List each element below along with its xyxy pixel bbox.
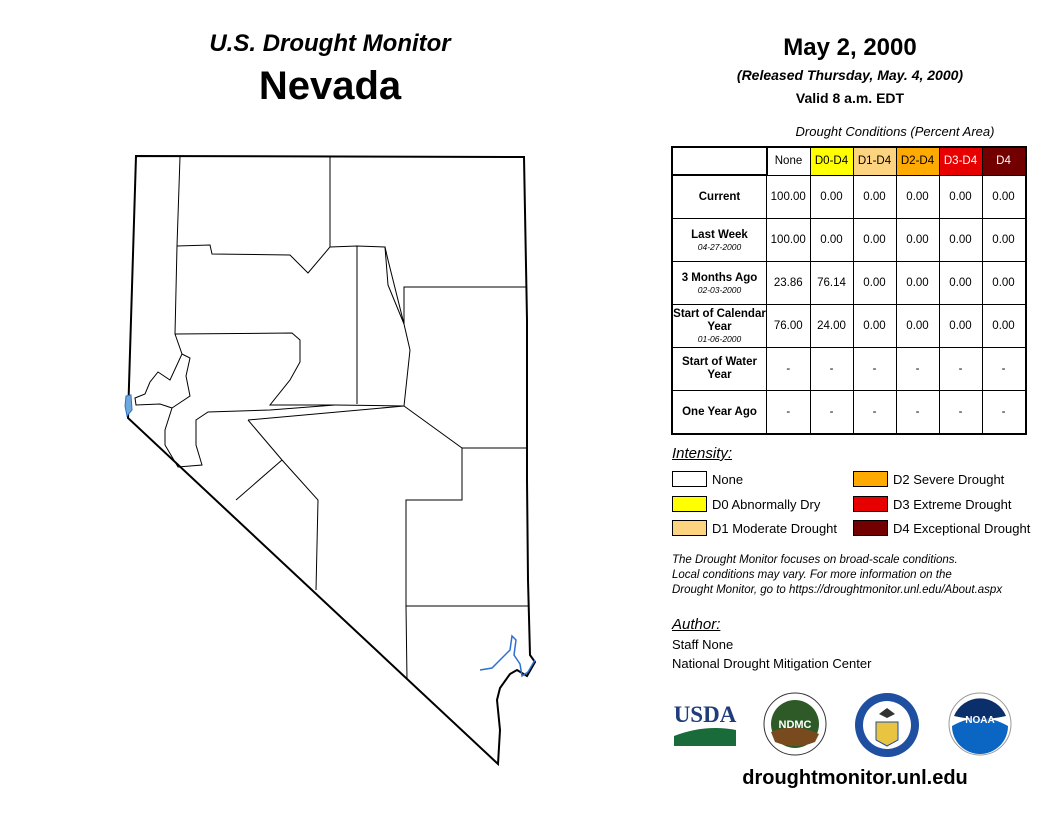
map-subtitle: U.S. Drought Monitor <box>209 30 451 57</box>
table-cell: 0.00 <box>982 219 1026 262</box>
row-label-text: 3 Months Ago <box>681 271 758 284</box>
table-cell: - <box>810 391 853 435</box>
table-caption: Drought Conditions (Percent Area) <box>795 124 995 139</box>
disclaimer-note <box>672 553 1032 598</box>
table-header-row <box>672 147 1026 175</box>
table-cell: 0.00 <box>896 219 939 262</box>
note-line-3: Drought Monitor, go to https://droughtmonitor.unl.edu/About.aspx <box>672 584 1003 596</box>
usda-logo <box>672 700 738 748</box>
row-label-date: 01-06-2000 <box>697 334 742 344</box>
table-row <box>672 219 1026 262</box>
state-title: Nevada <box>258 64 402 108</box>
table-cell: 0.00 <box>853 175 896 219</box>
header-d2-d4: D2-D4 <box>896 147 939 175</box>
table-row <box>672 262 1026 305</box>
table-cell: 0.00 <box>939 219 982 262</box>
table-row <box>672 305 1026 348</box>
table-cell: 0.00 <box>982 262 1026 305</box>
legend-item <box>853 520 1030 536</box>
table-cell: 76.00 <box>767 305 811 348</box>
table-cell: 76.14 <box>810 262 853 305</box>
table-cell: 0.00 <box>853 262 896 305</box>
map-date: May 2, 2000 <box>783 34 917 61</box>
row-label-text: Start of Water Year <box>682 356 757 381</box>
header-d4: D4 <box>982 147 1026 175</box>
row-label <box>672 348 767 391</box>
noaa-logo <box>948 692 1012 756</box>
table-cell: 0.00 <box>896 305 939 348</box>
row-label <box>672 219 767 262</box>
table-cell: 100.00 <box>767 219 811 262</box>
table-cell: 23.86 <box>767 262 811 305</box>
drought-conditions-table <box>671 146 1027 435</box>
row-label <box>672 305 767 348</box>
table-cell: - <box>982 348 1026 391</box>
release-date: (Released Thursday, May. 4, 2000) <box>736 67 964 83</box>
row-label <box>672 391 767 435</box>
header-d1-d4: D1-D4 <box>853 147 896 175</box>
table-cell: - <box>810 348 853 391</box>
usda-logo-text: USDA <box>673 702 737 727</box>
table-cell: 100.00 <box>767 175 811 219</box>
legend-swatch <box>672 520 707 536</box>
table-cell: 0.00 <box>982 305 1026 348</box>
noaa-logo-text: NOAA <box>965 715 995 726</box>
legend-swatch <box>853 496 888 512</box>
table-row <box>672 348 1026 391</box>
row-label-date: 02-03-2000 <box>697 284 742 295</box>
table-cell: 0.00 <box>896 262 939 305</box>
table-cell: - <box>939 348 982 391</box>
header-d3-d4: D3-D4 <box>939 147 982 175</box>
header-blank-cell <box>672 147 767 175</box>
author-title: Author: <box>672 616 721 633</box>
row-label-text: Start of Calendar Year <box>673 308 766 333</box>
table-cell: 24.00 <box>810 305 853 348</box>
legend-item <box>853 471 1004 487</box>
legend-label: D0 Abnormally Dry <box>712 496 821 512</box>
table-cell: 0.00 <box>853 219 896 262</box>
legend-item <box>672 471 743 487</box>
author-name: Staff None <box>672 637 734 652</box>
table-cell: 0.00 <box>939 305 982 348</box>
table-cell: 0.00 <box>853 305 896 348</box>
legend-swatch <box>672 471 707 487</box>
table-cell: 0.00 <box>810 219 853 262</box>
row-label-date: 04-27-2000 <box>697 241 742 252</box>
header-d0-d4: D0-D4 <box>810 147 853 175</box>
table-cell: - <box>767 348 811 391</box>
author-organization: National Drought Mitigation Center <box>672 656 872 671</box>
table-cell: - <box>939 391 982 435</box>
table-cell: - <box>896 391 939 435</box>
legend-item <box>672 520 837 536</box>
table-cell: - <box>853 348 896 391</box>
legend-label: D1 Moderate Drought <box>712 520 838 536</box>
table-cell: 0.00 <box>982 175 1026 219</box>
row-label <box>672 175 767 219</box>
ndmc-logo-text: NDMC <box>778 719 812 731</box>
row-label-text: Current <box>698 190 741 203</box>
table-cell: - <box>896 348 939 391</box>
commerce-seal-logo <box>854 692 920 758</box>
intensity-legend-title: Intensity: <box>672 445 733 462</box>
legend-swatch <box>853 471 888 487</box>
valid-time: Valid 8 a.m. EDT <box>795 90 905 106</box>
ndmc-logo <box>763 692 827 756</box>
table-row <box>672 175 1026 219</box>
county-boundaries <box>128 156 535 764</box>
nevada-county-map <box>118 150 538 775</box>
table-cell: 0.00 <box>939 175 982 219</box>
table-cell: 0.00 <box>810 175 853 219</box>
legend-item <box>853 496 1012 512</box>
legend-item <box>672 496 820 512</box>
legend-label: D4 Exceptional Drought <box>893 520 1031 536</box>
row-label <box>672 262 767 305</box>
table-row <box>672 391 1026 435</box>
row-label-text: Last Week <box>691 228 748 241</box>
table-cell: 0.00 <box>896 175 939 219</box>
table-cell: - <box>982 391 1026 435</box>
website-url[interactable]: droughtmonitor.unl.edu <box>742 767 968 789</box>
legend-swatch <box>672 496 707 512</box>
legend-swatch <box>853 520 888 536</box>
legend-label: D3 Extreme Drought <box>893 496 1012 512</box>
table-cell: - <box>767 391 811 435</box>
note-line-2: Local conditions may vary. For more information on the <box>672 569 952 581</box>
table-cell: 0.00 <box>939 262 982 305</box>
note-line-1: The Drought Monitor focuses on broad-scale conditions. <box>672 554 958 566</box>
legend-label: None <box>712 471 744 487</box>
row-label-text: One Year Ago <box>682 405 757 418</box>
legend-label: D2 Severe Drought <box>893 471 1005 487</box>
header-none: None <box>767 147 811 175</box>
table-cell: - <box>853 391 896 435</box>
